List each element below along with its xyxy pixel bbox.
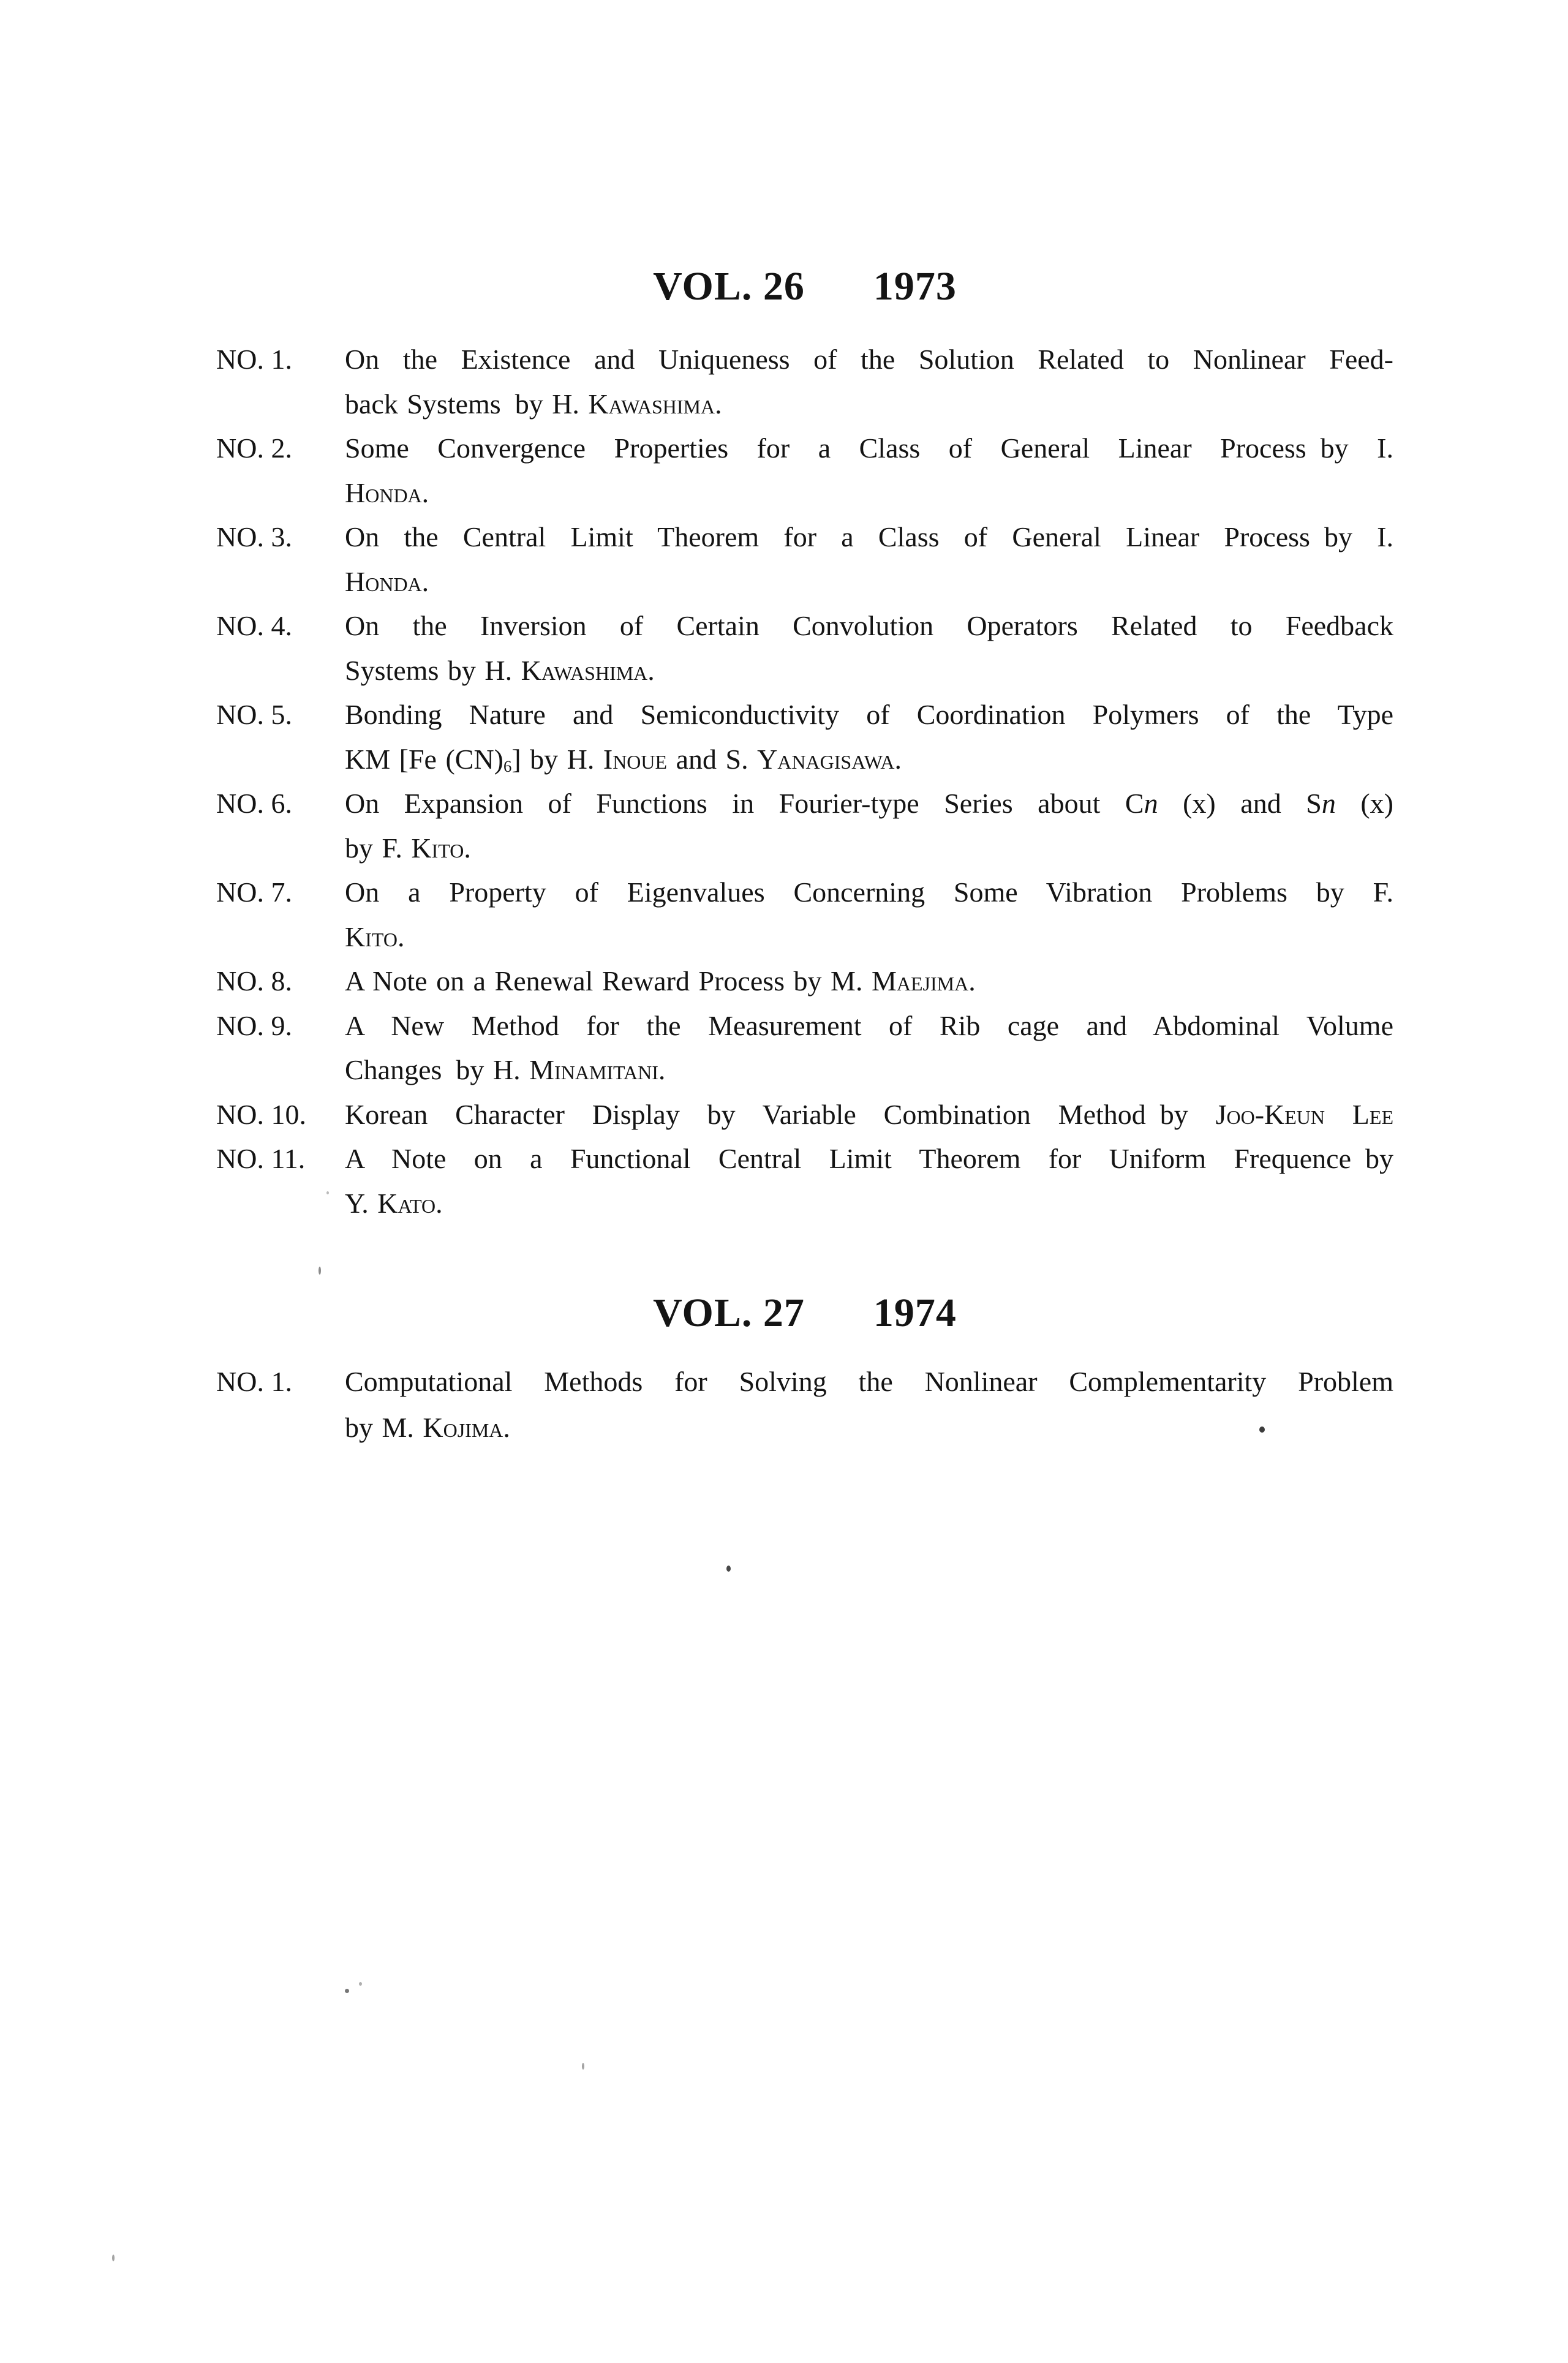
entry-line	[345, 604, 1393, 649]
text-run: On Expansion of Functions in Fourier-type Series about C	[345, 788, 1144, 819]
text-run: Some Convergence Properties for a Class of General Linear Process by I.	[345, 432, 1393, 464]
entry-text	[345, 1359, 1393, 1450]
text-run: and S.	[667, 743, 758, 775]
entry-line	[345, 649, 1393, 693]
text-run: A New Method for the Measurement of Rib cage and Abdominal Volume	[345, 1009, 1393, 1041]
text-run: Y.	[345, 1187, 378, 1219]
entry-row	[216, 426, 1393, 515]
entry-line	[345, 515, 1393, 560]
entry-number: NO. 6.	[216, 788, 292, 819]
text-run: by M.	[345, 1412, 423, 1443]
text-run: (x) and S	[1158, 788, 1322, 819]
entry-number: NO. 11.	[216, 1143, 306, 1174]
author-name: Minamitani	[529, 1054, 658, 1085]
text-run: .	[658, 1054, 666, 1085]
entry-text	[345, 515, 1393, 604]
author-name: Maejima	[871, 965, 969, 997]
text-run: back Systems by H.	[345, 388, 589, 420]
entry-number: NO. 1.	[216, 1366, 292, 1397]
entry-line	[345, 737, 1393, 782]
text-run: Changes by H.	[345, 1054, 530, 1085]
text-run: .	[715, 388, 722, 420]
entry-line	[345, 382, 1393, 427]
ink-speck	[726, 1566, 731, 1572]
entry-row	[216, 959, 1393, 1004]
entry-line	[345, 693, 1393, 737]
author-name: Kojima	[423, 1412, 503, 1443]
ink-speck	[318, 1267, 321, 1275]
year-label: 1974	[873, 1291, 957, 1335]
text-run: Korean Character Display by Variable Combination Method by	[345, 1098, 1216, 1130]
entry-row	[216, 337, 1393, 426]
entry-number: NO. 1.	[216, 344, 292, 375]
entry-line	[345, 826, 1393, 871]
ink-speck	[345, 1989, 349, 1993]
ink-speck	[582, 2063, 584, 2070]
text-run: .	[647, 654, 655, 686]
author-name: Kito	[345, 921, 398, 952]
text-run: .	[503, 1412, 510, 1443]
text-run: A Note on a Functional Central Limit Theorem for Uniform Frequence by	[345, 1143, 1393, 1174]
entry-text	[345, 604, 1393, 693]
italic-symbol: n	[1144, 788, 1158, 819]
author-name: Honda	[345, 477, 422, 508]
volume-26-title	[216, 262, 1393, 311]
entry-text	[345, 959, 1393, 1004]
entry-row	[216, 693, 1393, 782]
author-name: Kito	[411, 832, 464, 864]
entry-number: NO. 10.	[216, 1098, 306, 1130]
entry-text	[345, 337, 1393, 426]
entry-row	[216, 604, 1393, 693]
author-name: Kawashima	[521, 654, 648, 686]
entry-line	[345, 1182, 1393, 1226]
entry-line	[345, 870, 1393, 915]
author-name: Joo-Keun Lee	[1215, 1098, 1393, 1130]
entry-number: NO. 7.	[216, 876, 292, 908]
volume-27-title	[216, 1289, 1393, 1338]
text-run: (x)	[1335, 788, 1393, 819]
entry-text	[345, 1093, 1393, 1137]
italic-symbol: n	[1321, 788, 1336, 819]
entry-number: NO. 5.	[216, 699, 292, 730]
text-run: .	[421, 477, 429, 508]
entry-text	[345, 782, 1393, 870]
entry-row	[216, 870, 1393, 959]
text-run: A Note on a Renewal Reward Process by M.	[345, 965, 872, 997]
text-run: .	[421, 565, 429, 597]
entry-line	[345, 1048, 1393, 1093]
entry-text	[345, 426, 1393, 515]
ink-speck	[112, 2255, 115, 2261]
entry-line	[345, 1404, 1393, 1450]
entry-number: NO. 9.	[216, 1009, 292, 1041]
entry-line	[345, 337, 1393, 382]
text-run: Systems by H.	[345, 654, 521, 686]
text-run: Bonding Nature and Semiconductivity of Coordination Polymers of the Type	[345, 699, 1393, 730]
entry-line	[345, 1093, 1393, 1137]
text-run: On the Central Limit Theorem for a Class of General Linear Process by I.	[345, 521, 1393, 552]
text-run: Computational Methods for Solving the Nonlinear Complementarity Problem	[345, 1366, 1393, 1397]
entry-text	[345, 1004, 1393, 1093]
entry-line	[345, 1137, 1393, 1182]
entry-line	[345, 426, 1393, 471]
entry-line	[345, 915, 1393, 960]
author-name: Honda	[345, 565, 422, 597]
text-run: .	[435, 1187, 443, 1219]
entry-row	[216, 1359, 1393, 1450]
text-run: .	[397, 921, 405, 952]
text-run: .	[968, 965, 976, 997]
text-run: On a Property of Eigenvalues Concerning Some Vibration Problems by F.	[345, 876, 1393, 908]
entry-text	[345, 693, 1393, 782]
entry-number: NO. 2.	[216, 432, 292, 464]
entry-line	[345, 1004, 1393, 1049]
volume-label: VOL. 26	[653, 264, 805, 309]
ink-speck	[359, 1982, 362, 1986]
volume-27-entries	[216, 1359, 1393, 1450]
entry-line	[345, 560, 1393, 605]
entry-text	[345, 870, 1393, 959]
entry-line	[345, 471, 1393, 516]
entry-row	[216, 782, 1393, 870]
entry-number: NO. 4.	[216, 610, 292, 641]
text-run: KM [Fe (CN)	[345, 743, 503, 775]
entry-number: NO. 8.	[216, 965, 292, 997]
entry-row	[216, 1004, 1393, 1093]
author-name: Inoue	[603, 743, 668, 775]
year-label: 1973	[873, 264, 957, 309]
subscript-text: 6	[503, 756, 512, 775]
ink-speck	[326, 1191, 329, 1194]
entry-row	[216, 515, 1393, 604]
text-run: ] by H.	[511, 743, 603, 775]
volume-label: VOL. 27	[653, 1291, 805, 1335]
text-run: On the Inversion of Certain Convolution Operators Related to Feedback	[345, 610, 1393, 641]
entry-line	[345, 959, 1393, 1004]
entry-line	[345, 1359, 1393, 1404]
entry-line	[345, 782, 1393, 826]
entry-row	[216, 1093, 1393, 1137]
author-name: Kawashima	[588, 388, 715, 420]
text-run: by F.	[345, 832, 412, 864]
entry-row	[216, 1137, 1393, 1226]
text-run: .	[894, 743, 902, 775]
author-name: Yanagisawa	[757, 743, 895, 775]
volume-26-entries	[216, 337, 1393, 1226]
text-run: .	[464, 832, 471, 864]
text-run: On the Existence and Uniqueness of the Solution Related to Nonlinear Feed-	[345, 344, 1393, 375]
ink-speck	[1259, 1426, 1265, 1433]
entry-text	[345, 1137, 1393, 1226]
entry-number: NO. 3.	[216, 521, 292, 552]
author-name: Kato	[377, 1187, 436, 1219]
